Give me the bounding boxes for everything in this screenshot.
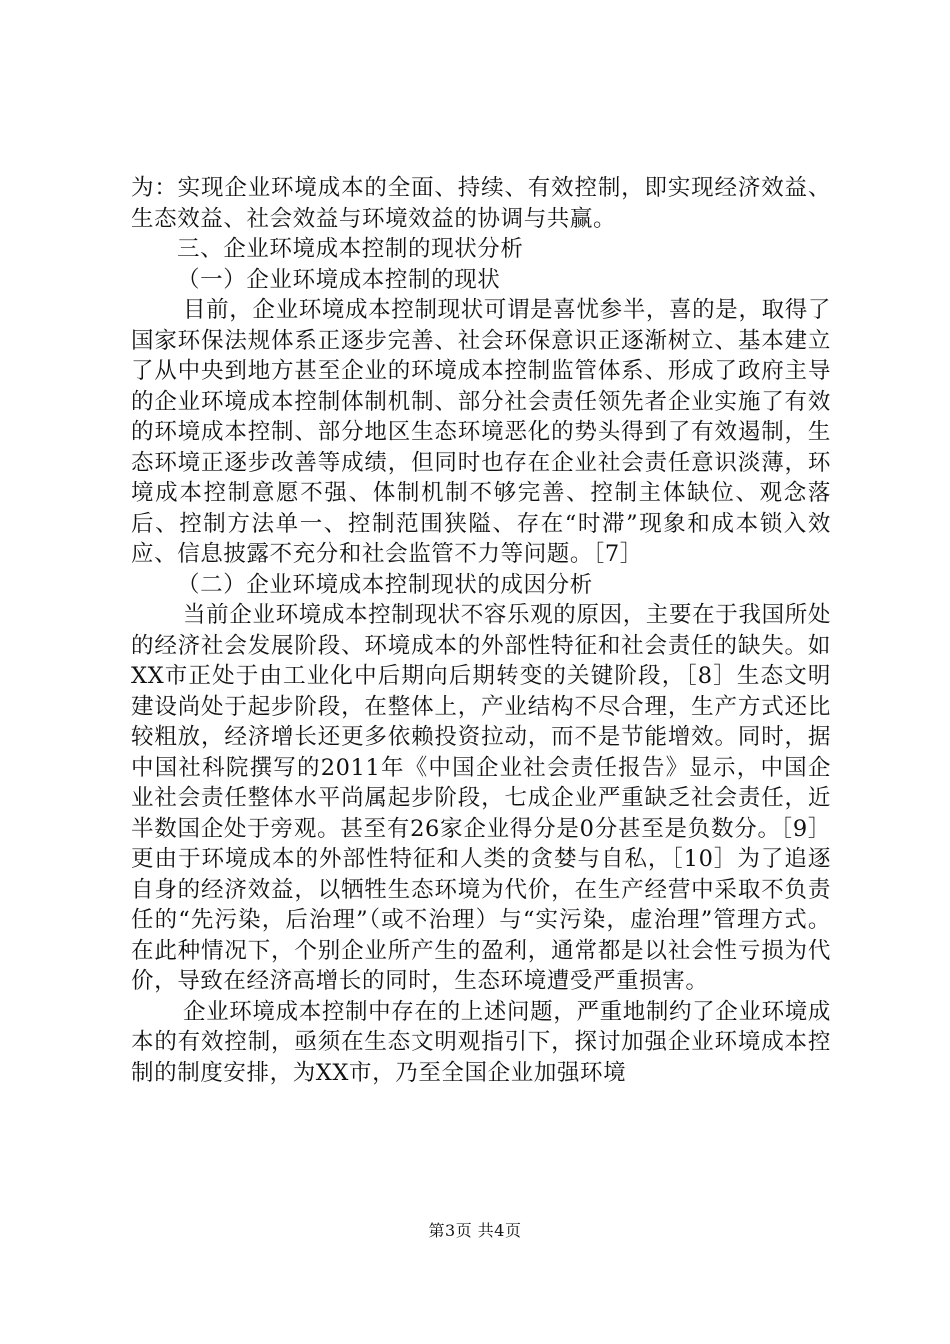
paragraph-current-status: 目前，企业环境成本控制现状可谓是喜忧参半，喜的是，取得了国家环保法规体系正逐步完善、社会环保意识正逐渐树立、基本建立了从中央到地方甚至企业的环境成本控制监管体系、形成了政府主导的企业环境成本控制体制机制、部分社会责任领先者企业实施了有效的环境成本控制、部分地区生态环境恶化的势头得到了有效遏制，生态环境正逐步改善等成绩，但同时也存在企业社会责任意识淡薄，环境成本控制意愿不强、体制机制不够完善、控制主体缺位、观念落后、控制方法单一、控制范围狭隘、存在“时滞”现象和成本锁入效应、信息披露不充分和社会监管不力等问题。［7］ [131, 297, 831, 567]
paragraph-cause-analysis: 当前企业环境成本控制现状不容乐观的原因，主要在于我国所处的经济社会发展阶段、环境成本的外部性特征和社会责任的缺失。如XX市正处于由工业化中后期向后期转变的关键阶段，［8］生态文明建设尚处于起步阶段，在整体上，产业结构不尽合理，生产方式还比较粗放，经济增长还更多依赖投资拉动，而不是节能增效。同时，据中国社科院撰写的2011年《中国企业社会责任报告》显示，中国企业社会责任整体水平尚属起步阶段，七成企业严重缺乏社会责任，近半数国企处于旁观。甚至有26家企业得分是0分甚至是负数分。［9］更由于环境成本的外部性特征和人类的贪婪与自私，［10］为了追逐自身的经济效益，以牺牲生态环境为代价，在生产经营中采取不负责任的“先污染，后治理”（或不治理）与“实污染，虚治理”管理方式。在此种情况下，个别企业所产生的盈利，通常都是以社会性亏损为代价，导致在经济高增长的同时，生态环境遭受严重损害。 [131, 602, 831, 994]
subsection-heading-2: （二）企业环境成本控制现状的成因分析 [177, 571, 593, 598]
section-heading: 三、企业环境成本控制的现状分析 [177, 236, 524, 262]
page-number-footer: 第3页 共4页 [428, 1221, 522, 1240]
paragraph-problems-summary: 企业环境成本控制中存在的上述问题，严重地制约了企业环境成本的有效控制，亟须在生态文明观指引下，探讨加强企业环境成本控制的制度安排，为XX市，乃至全国企业加强环境 [131, 998, 831, 1086]
paragraph-continuation: 为：实现企业环境成本的全面、持续、有效控制，即实现经济效益、生态效益、社会效益与环境效益的协调与共赢。 [131, 175, 831, 232]
subsection-heading-1: （一）企业环境成本控制的现状 [177, 266, 501, 293]
document-body [131, 173, 831, 1088]
